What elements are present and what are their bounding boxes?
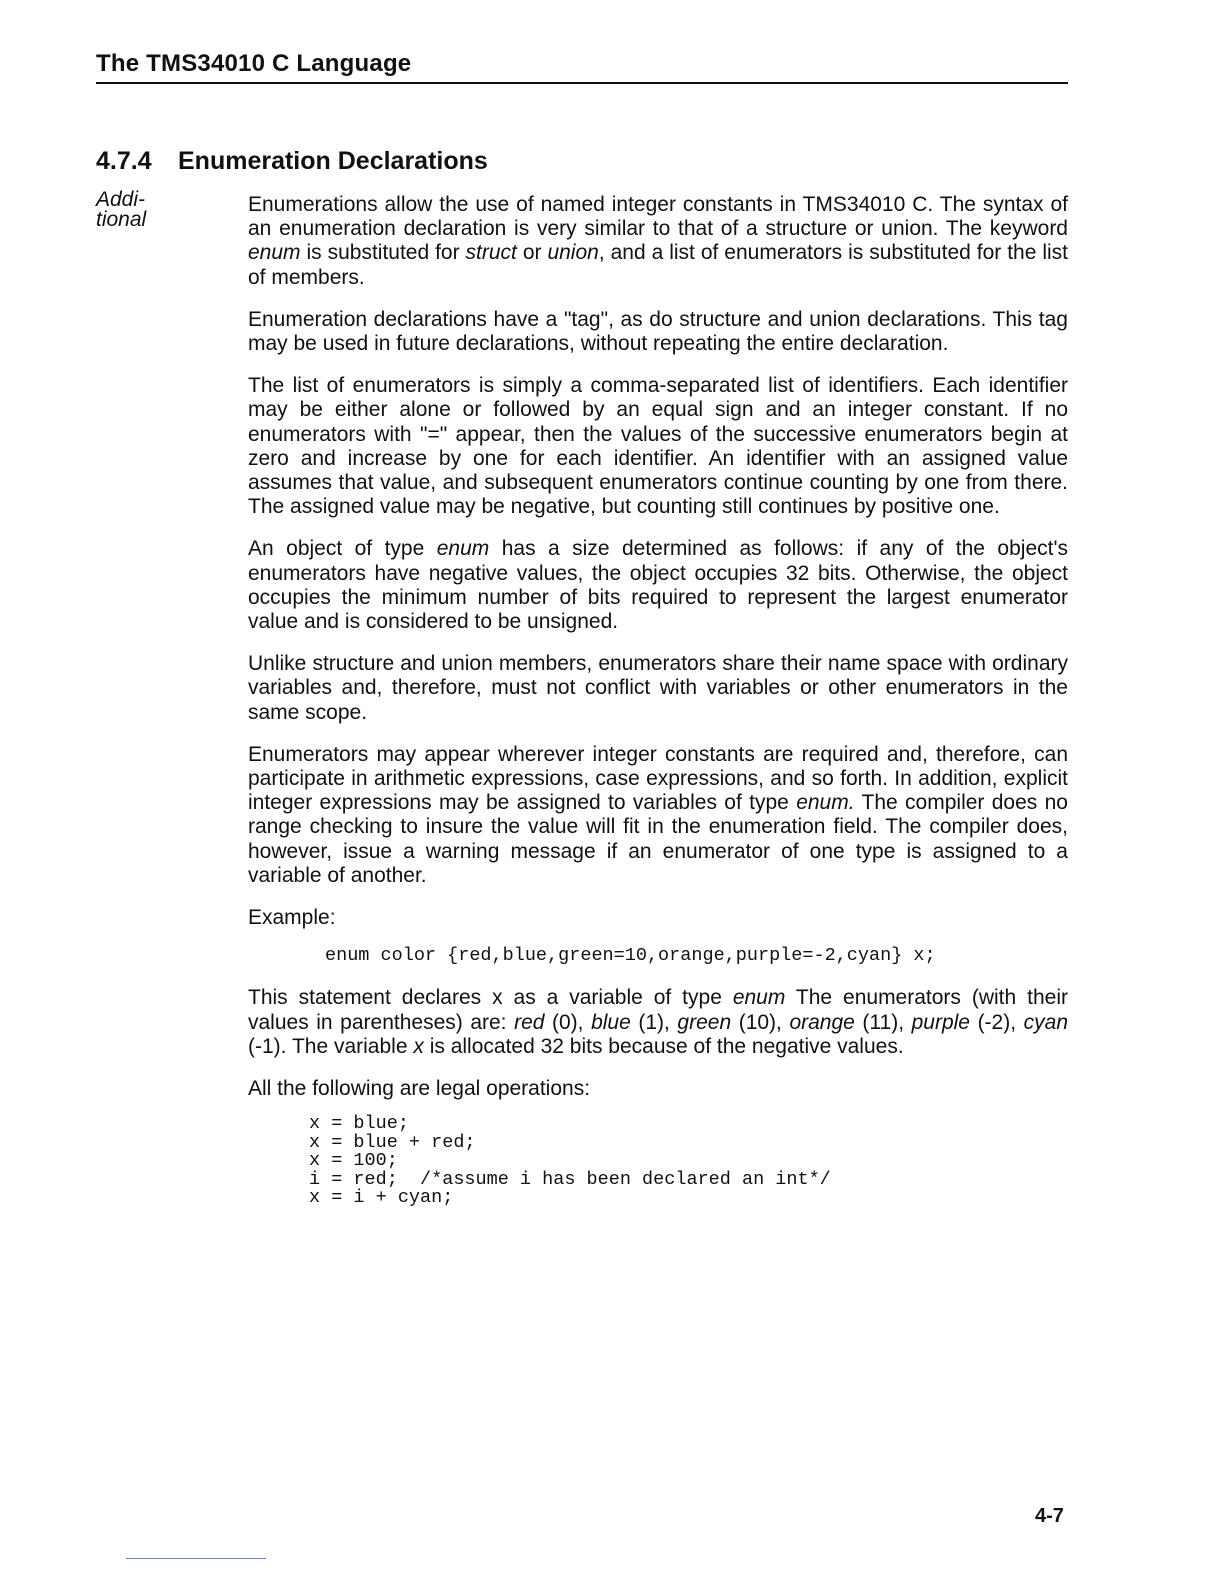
paragraph-1: Enumerations allow the use of named integer constants in TMS34010 C. The syntax of an enumeration declaration is very similar to that of a structure or union. The keyword enum is substituted for struct or union, and a list of enumerators is substituted for the list of members. [248,193,1068,289]
paragraph-5: Unlike structure and union members, enumerators share their name space with ordinary variables and, therefore, must not conflict with variables or other enumerators in the same scope. [248,652,1068,724]
margin-note [96,190,176,230]
paragraph-6: Enumerators may appear wherever integer constants are required and, therefore, can participate in arithmetic expressions, case expressions, and so forth. In addition, explicit integer expressions may be assigned to variables of type enum. The compiler does no range checking to insure the value will fit in the enumeration field. The compiler does, however, issue a warning message if an enumerator of one type is assigned to a variable of another. [248,742,1068,887]
code-line: x = i + cyan; [309,1187,454,1209]
paragraph-7: This statement declares x as a variable of type enum The enumerators (with their values in parentheses) are: red (0), blue (1), green (10), orange (11), purple (-2), cyan (-1). The variable x is allocated 32 bits because of the negative values. [248,986,1068,1058]
section-heading [96,147,488,176]
footer-rule [126,1558,266,1559]
section-title: Enumeration Declarations [178,147,488,175]
example-label: Example: [248,906,336,930]
body-text [248,193,1068,1208]
code-line: x = 100; [309,1150,398,1172]
margin-note-line: tional [96,208,147,231]
example-code: enum color {red,blue,green=10,orange,purple=-2,cyan} x; [325,945,936,967]
page-number: 4-7 [1035,1505,1064,1527]
code-line: x = blue; [309,1113,409,1135]
margin-note-line: Addi- [96,188,146,211]
code-line: i = red; /*assume i has been declared an int*/ [309,1168,831,1190]
code-line: x = blue + red; [309,1131,476,1153]
running-header: The TMS34010 C Language [96,50,412,77]
paragraph-4: An object of type enum has a size determined as follows: if any of the object's enumerators have negative values, the object occupies 32 bits. Otherwise, the object occupies the minimum number of bits required to represent the largest enumerator value and is considered to be unsigned. [248,537,1068,634]
code-block [309,1115,1068,1208]
header-rule [96,82,1068,84]
section-number: 4.7.4 [96,147,152,175]
paragraph-2: Enumeration declarations have a "tag", as do structure and union declarations. This tag may be used in future declarations, without repeating the entire declaration. [248,307,1068,356]
legal-ops-label: All the following are legal operations: [248,1077,591,1101]
paragraph-3: The list of enumerators is simply a comma-separated list of identifiers. Each identifier may be either alone or followed by an equal sign and an integer constant. If no enumerators with "=" appear, then the values of the successive enumerators begin at zero and increase by one for each identifier. An identifier with an assigned value assumes that value, and subsequent enumerators continue counting by one from there. The assigned value may be negative, but counting still continues by positive one. [248,374,1068,519]
